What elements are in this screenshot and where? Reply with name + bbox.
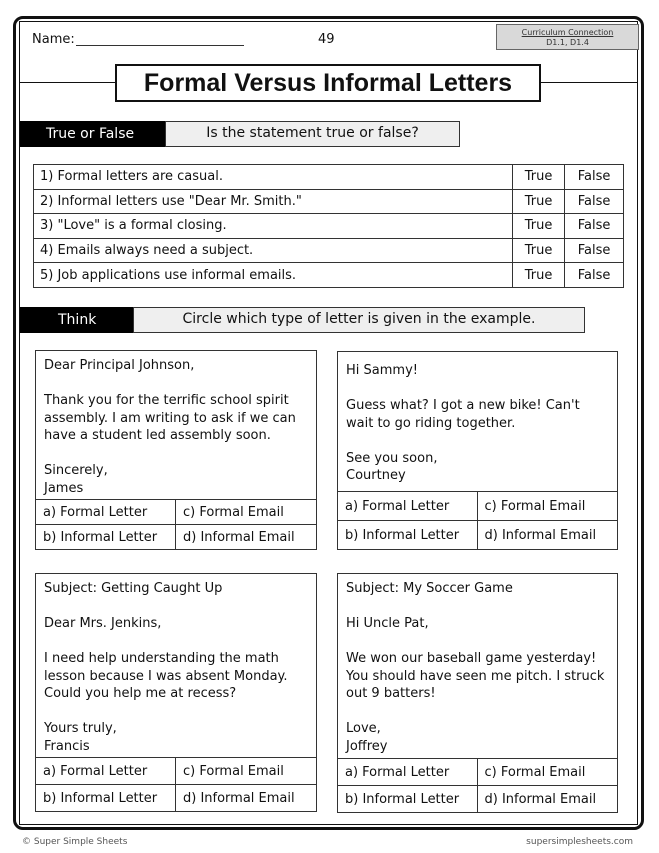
letter-card-1	[35, 350, 317, 550]
true-false-instruction: Is the statement true or false?	[165, 121, 460, 147]
think-section-bar	[20, 307, 585, 333]
true-option[interactable]: True	[513, 238, 565, 263]
choice-formal-letter[interactable]: a) Formal Letter	[36, 499, 176, 524]
curriculum-title: Curriculum Connection	[521, 28, 614, 37]
false-option[interactable]: False	[565, 238, 624, 263]
false-option[interactable]: False	[565, 214, 624, 239]
curriculum-codes: D1.1, D1.4	[546, 38, 589, 47]
curriculum-connection-box	[496, 24, 639, 50]
true-false-section-bar	[20, 121, 460, 147]
choice-formal-letter[interactable]: a) Formal Letter	[338, 491, 478, 520]
choice-grid	[338, 491, 617, 549]
choice-formal-email[interactable]: c) Formal Email	[176, 499, 316, 524]
choice-formal-letter[interactable]: a) Formal Letter	[36, 757, 176, 784]
statement-text: 2) Informal letters use "Dear Mr. Smith."	[34, 189, 513, 214]
letter-text: Subject: My Soccer Game Hi Uncle Pat, We won our baseball game yesterday! You should have seen me pitch. I struck out 9 batters! Love, Joffrey	[346, 581, 605, 754]
statement-text: 1) Formal letters are casual.	[34, 165, 513, 190]
true-false-row	[34, 263, 624, 288]
choice-informal-email[interactable]: d) Informal Email	[176, 524, 316, 549]
true-false-row	[34, 189, 624, 214]
letter-text: Hi Sammy! Guess what? I got a new bike! Can't wait to go riding together. See you soon, Courtney	[346, 363, 580, 483]
false-option[interactable]: False	[565, 165, 624, 190]
true-option[interactable]: True	[513, 263, 565, 288]
letter-text: Dear Principal Johnson, Thank you for the terrific school spirit assembly. I am writing to ask if we can have a student led assembly soon. Sincerely, James	[44, 358, 296, 496]
true-false-row	[34, 165, 624, 190]
false-option[interactable]: False	[565, 189, 624, 214]
choice-informal-letter[interactable]: b) Informal Letter	[36, 784, 176, 811]
choice-formal-letter[interactable]: a) Formal Letter	[338, 758, 478, 785]
page-number: 49	[318, 32, 335, 47]
footer-website[interactable]: supersimplesheets.com	[526, 837, 633, 847]
choice-informal-letter[interactable]: b) Informal Letter	[338, 785, 478, 812]
true-false-row	[34, 238, 624, 263]
choice-grid	[36, 757, 316, 811]
choice-formal-email[interactable]: c) Formal Email	[478, 758, 618, 785]
footer-copyright: © Super Simple Sheets	[22, 837, 128, 847]
choice-informal-email[interactable]: d) Informal Email	[176, 784, 316, 811]
true-option[interactable]: True	[513, 214, 565, 239]
choice-formal-email[interactable]: c) Formal Email	[176, 757, 316, 784]
choice-grid	[338, 758, 617, 812]
letter-card-3	[35, 573, 317, 812]
page-title: Formal Versus Informal Letters	[115, 64, 541, 102]
false-option[interactable]: False	[565, 263, 624, 288]
true-false-row	[34, 214, 624, 239]
choice-formal-email[interactable]: c) Formal Email	[478, 491, 618, 520]
letter-card-4	[337, 573, 618, 813]
name-label: Name:	[32, 32, 75, 47]
true-option[interactable]: True	[513, 165, 565, 190]
statement-text: 4) Emails always need a subject.	[34, 238, 513, 263]
choice-informal-letter[interactable]: b) Informal Letter	[36, 524, 176, 549]
think-instruction: Circle which type of letter is given in the example.	[133, 307, 585, 333]
choice-informal-letter[interactable]: b) Informal Letter	[338, 520, 478, 549]
think-label: Think	[20, 307, 133, 333]
choice-informal-email[interactable]: d) Informal Email	[478, 520, 618, 549]
letter-card-2	[337, 351, 618, 550]
name-field-line[interactable]	[76, 45, 244, 46]
statement-text: 3) "Love" is a formal closing.	[34, 214, 513, 239]
letter-text: Subject: Getting Caught Up Dear Mrs. Jenkins, I need help understanding the math lesson because I was absent Monday. Could you help me at recess? Yours truly, Francis	[44, 581, 288, 754]
choice-informal-email[interactable]: d) Informal Email	[478, 785, 618, 812]
true-false-table	[33, 164, 624, 288]
true-false-label: True or False	[20, 121, 165, 147]
choice-grid	[36, 499, 316, 549]
true-option[interactable]: True	[513, 189, 565, 214]
statement-text: 5) Job applications use informal emails.	[34, 263, 513, 288]
